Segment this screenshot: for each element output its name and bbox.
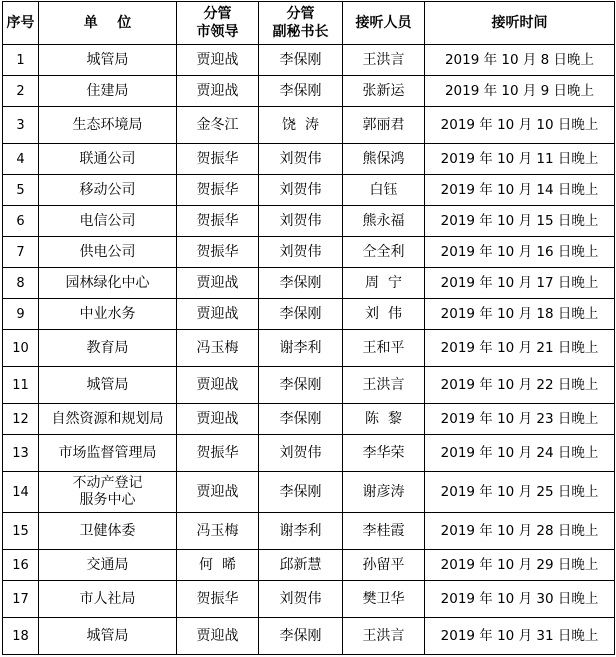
table-row bbox=[3, 550, 615, 581]
cell-receiver bbox=[343, 237, 425, 268]
cell-receiver bbox=[343, 144, 425, 175]
cell-index-text: 4 bbox=[16, 151, 25, 167]
cell-time-text: 2019 年 10 月 23 日晚上 bbox=[440, 410, 599, 427]
header-secretary-line1: 分管 bbox=[286, 6, 315, 22]
cell-leader-text: 何 晞 bbox=[199, 556, 236, 573]
cell-secretary bbox=[259, 299, 343, 330]
cell-index bbox=[3, 45, 39, 76]
cell-time-text: 2019 年 10 月 11 日晚上 bbox=[440, 150, 599, 167]
header-leader-line2: 市领导 bbox=[196, 24, 239, 40]
cell-leader-text: 贺振华 bbox=[196, 150, 239, 167]
cell-receiver-text: 樊卫华 bbox=[362, 590, 405, 607]
cell-secretary-text: 谢李利 bbox=[279, 339, 322, 356]
cell-index-text: 12 bbox=[12, 411, 29, 427]
cell-secretary-text: 李保刚 bbox=[279, 410, 322, 427]
table-row bbox=[3, 144, 615, 175]
cell-secretary-text: 李保刚 bbox=[279, 627, 322, 644]
cell-receiver bbox=[343, 45, 425, 76]
cell-leader-text: 贾迎战 bbox=[196, 483, 239, 500]
table-row bbox=[3, 404, 615, 435]
cell-time bbox=[425, 550, 615, 581]
cell-unit bbox=[39, 513, 177, 550]
cell-secretary-text: 刘贺伟 bbox=[279, 444, 322, 461]
cell-unit-text: 移动公司 bbox=[79, 181, 136, 198]
cell-leader-text: 贺振华 bbox=[196, 444, 239, 461]
cell-time bbox=[425, 299, 615, 330]
cell-secretary-text: 刘贺伟 bbox=[279, 243, 322, 260]
cell-receiver bbox=[343, 175, 425, 206]
cell-leader bbox=[177, 550, 259, 581]
header-unit-label: 单 位 bbox=[83, 15, 132, 31]
cell-receiver bbox=[343, 550, 425, 581]
cell-time-text: 2019 年 10 月 10 日晚上 bbox=[440, 116, 599, 133]
cell-receiver bbox=[343, 435, 425, 472]
cell-receiver bbox=[343, 404, 425, 435]
header-time: 接听时间 bbox=[425, 2, 615, 45]
cell-unit bbox=[39, 581, 177, 618]
cell-receiver-text: 王洪言 bbox=[362, 376, 405, 393]
cell-time-text: 2019 年 10 月 28 日晚上 bbox=[440, 522, 599, 539]
cell-receiver-text: 孙留平 bbox=[362, 556, 405, 573]
cell-secretary bbox=[259, 107, 343, 144]
cell-receiver-text: 郭丽君 bbox=[362, 116, 405, 133]
cell-leader bbox=[177, 76, 259, 107]
cell-secretary-text: 李保刚 bbox=[279, 305, 322, 322]
cell-unit-text: 市人社局 bbox=[79, 590, 136, 607]
cell-leader bbox=[177, 206, 259, 237]
cell-leader-text: 贺振华 bbox=[196, 243, 239, 260]
cell-receiver bbox=[343, 513, 425, 550]
cell-receiver-text: 张新运 bbox=[362, 82, 405, 99]
cell-unit bbox=[39, 618, 177, 655]
cell-index bbox=[3, 550, 39, 581]
cell-time bbox=[425, 435, 615, 472]
cell-time-text: 2019 年 10 月 29 日晚上 bbox=[440, 556, 599, 573]
cell-receiver bbox=[343, 76, 425, 107]
cell-time bbox=[425, 330, 615, 367]
cell-index bbox=[3, 618, 39, 655]
cell-secretary bbox=[259, 330, 343, 367]
cell-time-text: 2019 年 10 月 24 日晚上 bbox=[440, 444, 599, 461]
cell-leader bbox=[177, 513, 259, 550]
cell-receiver-text: 王洪言 bbox=[362, 51, 405, 68]
cell-index-text: 1 bbox=[16, 52, 25, 68]
table-row bbox=[3, 367, 615, 404]
cell-time bbox=[425, 618, 615, 655]
cell-unit-text: 供电公司 bbox=[79, 243, 136, 260]
cell-index-text: 15 bbox=[12, 523, 29, 539]
cell-secretary bbox=[259, 367, 343, 404]
cell-time bbox=[425, 581, 615, 618]
cell-index-text: 13 bbox=[12, 445, 29, 461]
cell-secretary-text: 邱新慧 bbox=[279, 556, 322, 573]
cell-unit-text: 市场监督管理局 bbox=[58, 444, 157, 461]
cell-secretary bbox=[259, 513, 343, 550]
cell-leader bbox=[177, 404, 259, 435]
cell-unit-text: 联通公司 bbox=[79, 150, 136, 167]
cell-secretary bbox=[259, 45, 343, 76]
cell-unit bbox=[39, 76, 177, 107]
cell-time-text: 2019 年 10 月 25 日晚上 bbox=[440, 483, 599, 500]
cell-index-text: 5 bbox=[16, 182, 25, 198]
cell-receiver-text: 刘 伟 bbox=[365, 305, 402, 322]
cell-index bbox=[3, 435, 39, 472]
cell-secretary-text: 饶 涛 bbox=[282, 116, 319, 133]
cell-unit bbox=[39, 237, 177, 268]
cell-index bbox=[3, 175, 39, 206]
cell-secretary bbox=[259, 144, 343, 175]
cell-leader bbox=[177, 581, 259, 618]
table-row bbox=[3, 513, 615, 550]
cell-unit-text: 卫健体委 bbox=[79, 522, 136, 539]
cell-unit bbox=[39, 144, 177, 175]
cell-time-text: 2019 年 10 月 31 日晚上 bbox=[440, 627, 599, 644]
table-row bbox=[3, 107, 615, 144]
cell-unit-text: 不动产登记 bbox=[72, 475, 143, 491]
cell-index bbox=[3, 268, 39, 299]
cell-secretary bbox=[259, 76, 343, 107]
cell-receiver bbox=[343, 107, 425, 144]
cell-leader-text: 贺振华 bbox=[196, 212, 239, 229]
cell-leader bbox=[177, 107, 259, 144]
cell-unit-text: 电信公司 bbox=[79, 212, 136, 229]
cell-receiver-text: 熊保鸿 bbox=[362, 150, 405, 167]
cell-unit-text: 城管局 bbox=[86, 627, 129, 644]
cell-receiver bbox=[343, 206, 425, 237]
cell-receiver bbox=[343, 618, 425, 655]
cell-secretary bbox=[259, 404, 343, 435]
cell-time-text: 2019 年 10 月 21 日晚上 bbox=[440, 339, 599, 356]
cell-time bbox=[425, 513, 615, 550]
cell-index bbox=[3, 513, 39, 550]
cell-unit-text: 交通局 bbox=[86, 556, 129, 573]
cell-secretary-text: 谢李利 bbox=[279, 522, 322, 539]
cell-receiver-text: 李华荣 bbox=[362, 444, 405, 461]
cell-index-text: 9 bbox=[16, 306, 25, 322]
table-row bbox=[3, 299, 615, 330]
cell-receiver-text: 白钰 bbox=[369, 181, 398, 198]
cell-index-text: 10 bbox=[12, 340, 29, 356]
table-row bbox=[3, 268, 615, 299]
cell-secretary-text: 刘贺伟 bbox=[279, 150, 322, 167]
cell-unit bbox=[39, 550, 177, 581]
cell-receiver-text: 陈 黎 bbox=[365, 410, 402, 427]
table-row bbox=[3, 206, 615, 237]
cell-index-text: 14 bbox=[12, 484, 29, 500]
cell-secretary bbox=[259, 472, 343, 513]
cell-index-text: 2 bbox=[16, 83, 25, 99]
cell-index-text: 3 bbox=[16, 117, 25, 133]
header-leader bbox=[177, 2, 259, 45]
cell-unit-text: 中业水务 bbox=[79, 305, 136, 322]
cell-leader bbox=[177, 330, 259, 367]
cell-index-text: 7 bbox=[16, 244, 25, 260]
table-row bbox=[3, 581, 615, 618]
cell-time-text: 2019 年 10 月 18 日晚上 bbox=[440, 305, 599, 322]
cell-index bbox=[3, 367, 39, 404]
cell-index-text: 16 bbox=[12, 557, 29, 573]
cell-leader bbox=[177, 299, 259, 330]
cell-secretary-text: 李保刚 bbox=[279, 376, 322, 393]
cell-index bbox=[3, 299, 39, 330]
cell-receiver bbox=[343, 367, 425, 404]
cell-secretary-text: 刘贺伟 bbox=[279, 181, 322, 198]
cell-receiver-text: 谢彦涛 bbox=[362, 483, 405, 500]
cell-time-text: 2019 年 10 月 30 日晚上 bbox=[440, 590, 599, 607]
table-row bbox=[3, 618, 615, 655]
cell-index-text: 11 bbox=[12, 377, 29, 393]
cell-leader bbox=[177, 175, 259, 206]
cell-receiver-text: 王和平 bbox=[362, 339, 405, 356]
cell-unit-text: 城管局 bbox=[86, 376, 129, 393]
cell-time bbox=[425, 76, 615, 107]
cell-leader bbox=[177, 144, 259, 175]
cell-time bbox=[425, 206, 615, 237]
cell-unit-text: 住建局 bbox=[86, 82, 129, 99]
table-row bbox=[3, 435, 615, 472]
cell-leader-text: 贾迎战 bbox=[196, 376, 239, 393]
cell-unit-text: 园林绿化中心 bbox=[65, 274, 150, 291]
cell-receiver-text: 王洪言 bbox=[362, 627, 405, 644]
cell-leader bbox=[177, 45, 259, 76]
cell-leader bbox=[177, 367, 259, 404]
cell-time bbox=[425, 237, 615, 268]
cell-index bbox=[3, 404, 39, 435]
cell-leader-text: 贾迎战 bbox=[196, 410, 239, 427]
cell-time bbox=[425, 45, 615, 76]
cell-time-text: 2019 年 10 月 22 日晚上 bbox=[440, 376, 599, 393]
cell-index bbox=[3, 581, 39, 618]
cell-unit bbox=[39, 107, 177, 144]
table-row bbox=[3, 76, 615, 107]
cell-index bbox=[3, 330, 39, 367]
table-row bbox=[3, 175, 615, 206]
header-leader-line1: 分管 bbox=[203, 6, 232, 22]
cell-unit-text: 教育局 bbox=[86, 339, 129, 356]
cell-leader bbox=[177, 472, 259, 513]
cell-unit bbox=[39, 299, 177, 330]
cell-index bbox=[3, 76, 39, 107]
header-index: 序号 bbox=[3, 2, 39, 45]
cell-index bbox=[3, 144, 39, 175]
cell-index-text: 8 bbox=[16, 275, 25, 291]
cell-time bbox=[425, 144, 615, 175]
cell-leader-text: 贾迎战 bbox=[196, 51, 239, 68]
cell-secretary-text: 刘贺伟 bbox=[279, 212, 322, 229]
cell-leader-text: 贾迎战 bbox=[196, 82, 239, 99]
cell-leader-text: 冯玉梅 bbox=[196, 339, 239, 356]
cell-index-text: 6 bbox=[16, 213, 25, 229]
cell-time-text: 2019 年 10 月 15 日晚上 bbox=[440, 212, 599, 229]
cell-receiver bbox=[343, 268, 425, 299]
cell-unit-text: 自然资源和规划局 bbox=[51, 410, 164, 427]
cell-index bbox=[3, 107, 39, 144]
cell-secretary bbox=[259, 550, 343, 581]
cell-time bbox=[425, 367, 615, 404]
table-row bbox=[3, 472, 615, 513]
cell-receiver-text: 李桂霞 bbox=[362, 522, 405, 539]
header-secretary-line2: 副秘书长 bbox=[272, 24, 329, 40]
cell-leader bbox=[177, 237, 259, 268]
cell-leader-text: 贾迎战 bbox=[196, 305, 239, 322]
cell-time-text: 2019 年 10 月 16 日晚上 bbox=[440, 243, 599, 260]
cell-time-text: 2019 年 10 月 17 日晚上 bbox=[440, 274, 599, 291]
cell-secretary-text: 李保刚 bbox=[279, 51, 322, 68]
cell-receiver bbox=[343, 472, 425, 513]
cell-unit-text-line2: 服务中心 bbox=[79, 492, 136, 508]
cell-unit bbox=[39, 367, 177, 404]
cell-secretary-text: 李保刚 bbox=[279, 483, 322, 500]
table-row bbox=[3, 45, 615, 76]
cell-unit bbox=[39, 45, 177, 76]
cell-time-text: 2019 年 10 月 8 日晚上 bbox=[444, 51, 595, 68]
cell-leader bbox=[177, 435, 259, 472]
cell-time bbox=[425, 472, 615, 513]
cell-time bbox=[425, 175, 615, 206]
cell-secretary bbox=[259, 237, 343, 268]
cell-time bbox=[425, 107, 615, 144]
cell-unit bbox=[39, 206, 177, 237]
cell-unit bbox=[39, 404, 177, 435]
cell-unit-text: 生态环境局 bbox=[72, 116, 143, 133]
cell-receiver-text: 周 宁 bbox=[365, 274, 402, 291]
header-receiver: 接听人员 bbox=[343, 2, 425, 45]
cell-unit bbox=[39, 472, 177, 513]
cell-leader-text: 贾迎战 bbox=[196, 627, 239, 644]
cell-secretary bbox=[259, 206, 343, 237]
cell-secretary bbox=[259, 268, 343, 299]
cell-unit bbox=[39, 175, 177, 206]
cell-receiver-text: 仝全利 bbox=[362, 243, 405, 260]
table-row bbox=[3, 330, 615, 367]
cell-time-text: 2019 年 10 月 14 日晚上 bbox=[440, 181, 599, 198]
cell-secretary bbox=[259, 175, 343, 206]
cell-index bbox=[3, 206, 39, 237]
cell-index bbox=[3, 237, 39, 268]
cell-leader bbox=[177, 618, 259, 655]
cell-receiver bbox=[343, 299, 425, 330]
header-row bbox=[3, 2, 615, 45]
cell-leader-text: 贺振华 bbox=[196, 181, 239, 198]
cell-time bbox=[425, 404, 615, 435]
cell-unit bbox=[39, 435, 177, 472]
cell-leader-text: 金冬江 bbox=[196, 116, 239, 133]
cell-leader-text: 冯玉梅 bbox=[196, 522, 239, 539]
header-unit bbox=[39, 2, 177, 45]
schedule-table bbox=[2, 1, 615, 655]
cell-receiver bbox=[343, 330, 425, 367]
cell-secretary bbox=[259, 581, 343, 618]
cell-time bbox=[425, 268, 615, 299]
cell-secretary-text: 李保刚 bbox=[279, 82, 322, 99]
cell-index bbox=[3, 472, 39, 513]
cell-unit-text: 城管局 bbox=[86, 51, 129, 68]
cell-unit bbox=[39, 268, 177, 299]
table-row bbox=[3, 237, 615, 268]
cell-receiver-text: 熊永福 bbox=[362, 212, 405, 229]
cell-leader-text: 贾迎战 bbox=[196, 274, 239, 291]
cell-leader bbox=[177, 268, 259, 299]
cell-leader-text: 贺振华 bbox=[196, 590, 239, 607]
cell-unit bbox=[39, 330, 177, 367]
cell-secretary-text: 刘贺伟 bbox=[279, 590, 322, 607]
header-secretary bbox=[259, 2, 343, 45]
cell-index-text: 18 bbox=[12, 628, 29, 644]
cell-index-text: 17 bbox=[12, 591, 29, 607]
cell-time-text: 2019 年 10 月 9 日晚上 bbox=[444, 82, 595, 99]
cell-secretary bbox=[259, 435, 343, 472]
cell-secretary-text: 李保刚 bbox=[279, 274, 322, 291]
cell-receiver bbox=[343, 581, 425, 618]
cell-secretary bbox=[259, 618, 343, 655]
